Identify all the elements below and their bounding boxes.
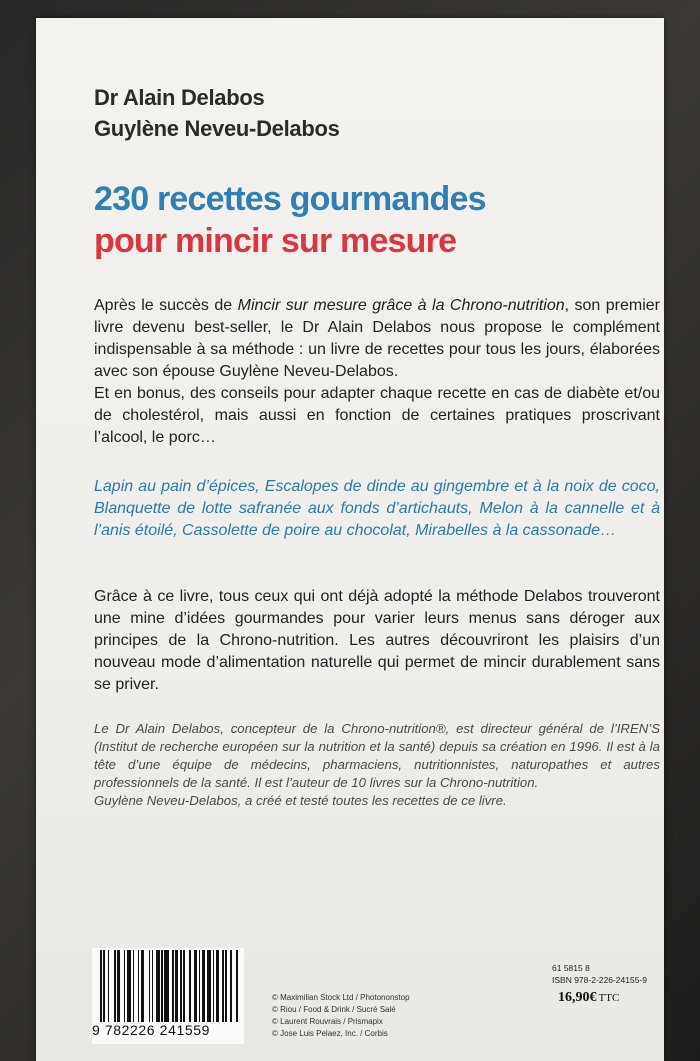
credit-line: © Jose Luis Pelaez, Inc. / Corbis bbox=[272, 1029, 388, 1038]
blurb-p1-second: Et en bonus, des conseils pour adapter chaque recette en cas de diabète et/ou de cholestérol, mais aussi en fonction de certaines pratiques proscrivant l’alcool, le porc… bbox=[94, 385, 660, 446]
isbn-block bbox=[552, 962, 647, 986]
authors bbox=[94, 82, 340, 144]
product-code: 61 5815 8 bbox=[552, 963, 590, 973]
barcode bbox=[92, 948, 244, 1044]
author-2: Guylène Neveu-Delabos bbox=[94, 116, 340, 141]
credit-line: © Laurent Rouvrais / Prismapix bbox=[272, 1017, 383, 1026]
author-bio-2: Guylène Neveu-Delabos, a créé et testé toutes les recettes de ce livre. bbox=[94, 793, 507, 808]
price-value: 16,90€ bbox=[558, 990, 597, 1005]
blurb-p1-after: , son premier livre devenu best-seller, le Dr Alain Delabos nous propose le complément indispensable à sa méthode : un livre de recettes pour tous les jours, élaborées avec son épouse Guylène Neveu-Delabos. bbox=[94, 297, 661, 380]
barcode-bars bbox=[100, 950, 240, 1022]
blurb-paragraph-1 bbox=[94, 295, 660, 449]
photo-credits bbox=[272, 992, 410, 1040]
blurb-paragraph-3: Grâce à ce livre, tous ceux qui ont déjà adopté la méthode Delabos trouveront une mine d’idées gourmandes pour varier leurs menus sans déroger aux principes de la Chrono-nutrition. Les autres découvriront les plaisirs d’un nouveau mode d’alimentation naturelle qui permet de mincir durablement sans se priver. bbox=[94, 588, 660, 693]
author-bio-1: Le Dr Alain Delabos, concepteur de la Chrono-nutrition®, est directeur général de l’IREN’S (Institut de recherche européen sur la nutrition et la santé) depuis sa création en 1996. Il est à la tête d’une équipe de médecins, pharmaciens, nutritionnistes, naturopathes et autres professionnels de la santé. Il est l’auteur de 10 livres sur la Chrono-nutrition. bbox=[94, 721, 660, 790]
book-back-cover bbox=[36, 18, 664, 1061]
blurb-p1-before: Après le succès de bbox=[94, 297, 238, 314]
barcode-stripe bbox=[238, 950, 240, 1022]
author-bio bbox=[94, 720, 660, 810]
author-1: Dr Alain Delabos bbox=[94, 85, 265, 110]
credit-line: © Riou / Food & Drink / Sucré Salé bbox=[272, 1005, 396, 1014]
credit-line: © Maximilian Stock Ltd / Photononstop bbox=[272, 993, 410, 1002]
isbn: ISBN 978-2-226-24155-9 bbox=[552, 975, 647, 985]
price bbox=[558, 990, 619, 1006]
book-title-line-2: pour mincir sur mesure bbox=[94, 222, 457, 260]
blurb-p1-book-title: Mincir sur mesure grâce à la Chrono-nutrition bbox=[237, 297, 565, 314]
recipe-examples: Lapin au pain d’épices, Escalopes de dinde au gingembre et à la noix de coco, Blanquette de lotte safranée aux fonds d’artichauts, Melon à la cannelle et à l’anis étoilé, Cassolette de poire au chocolat, Mirabelles à la cassonade… bbox=[94, 478, 660, 539]
price-suffix: TTC bbox=[598, 992, 620, 1004]
barcode-number: 9 782226 241559 bbox=[92, 1022, 210, 1038]
book-title-line-1: 230 recettes gourmandes bbox=[94, 180, 486, 218]
